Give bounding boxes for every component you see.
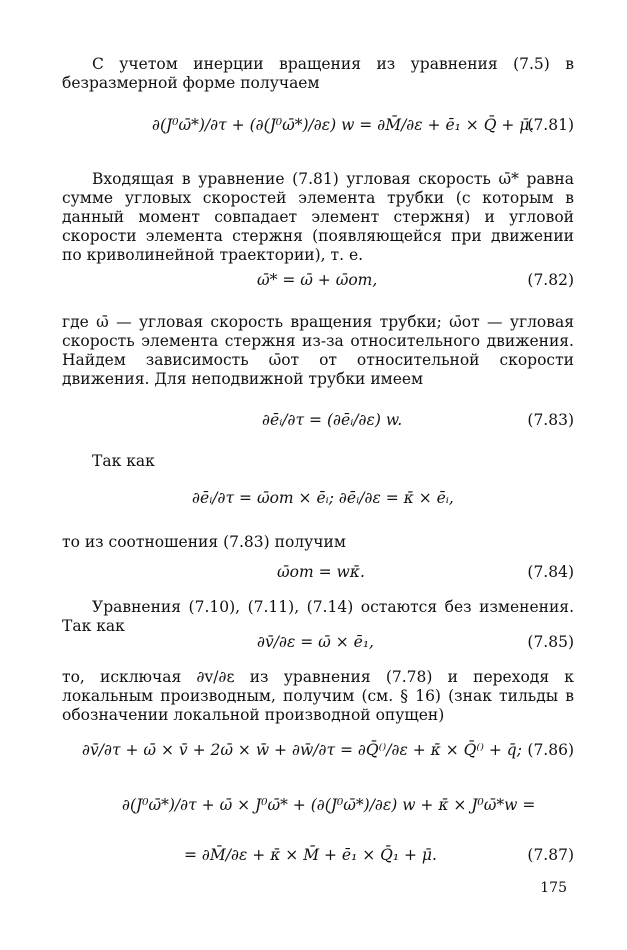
equation-number-7-87: (7.87) [527, 846, 574, 864]
equation-number-7-85: (7.85) [527, 633, 574, 651]
page-number: 175 [540, 880, 567, 896]
equation-7-83-row [62, 400, 574, 440]
equation-7-82: ω̄* = ω̄ + ω̄от, [257, 271, 378, 289]
equation-number-7-84: (7.84) [527, 563, 574, 581]
equation-7-84: ω̄от = wκ̄. [277, 563, 365, 581]
paragraph-from-relation: то из соотношения (7.83) получим [62, 533, 346, 551]
equation-7-85-row [62, 622, 574, 662]
equation-7-82-row [62, 260, 574, 300]
paragraph-angular-velocity: Входящая в уравнение (7.81) угловая скорость ω̄* равна сумме угловых скоростей элемента трубки (с которым в данный момент совпадает элемент стержня) и угловой скорости элемента стержня (появляющейся при движении по криволинейной траектории), т. е. [62, 170, 574, 264]
paragraph-since: Так как [92, 452, 155, 470]
equation-7-81-row [62, 105, 574, 145]
equation-7-87-line2-row [62, 835, 574, 875]
equation-7-87-line1: ∂(J⁰ω̄*)/∂τ + ω̄ × J⁰ω̄* + (∂(J⁰ω̄*)/∂ε) w + κ̄ × J⁰ω̄*w = [122, 796, 536, 814]
equation-number-7-81: (7.81) [527, 116, 574, 134]
paragraph-intro: С учетом инерции вращения из уравнения (7.5) в безразмерной форме получаем [62, 55, 574, 92]
equation-7-83: ∂ēᵢ/∂τ = (∂ēᵢ/∂ε) w. [262, 411, 403, 429]
equation-7-87-line1-row [62, 785, 574, 825]
equation-number-7-82: (7.82) [527, 271, 574, 289]
equation-7-84-row [62, 552, 574, 592]
equation-7-81: ∂(J⁰ω̄*)/∂τ + (∂(J⁰ω̄*)/∂ε) w = ∂M̄/∂ε + ē₁ × Q̄ + μ̄. [152, 116, 535, 134]
paragraph-where: где ω̄ — угловая скорость вращения трубки; ω̄от — угловая скорость элемента стержня из-за относительного движения. Найдем зависимость ω̄от от относительной скорости движения. Для неподвижной трубки имеем [62, 313, 574, 388]
equation-since-row [62, 478, 574, 518]
equation-7-86-row [62, 730, 574, 770]
paragraph-equations-unchanged: Уравнения (7.10), (7.11), (7.14) остаются без изменения. Так как [62, 598, 574, 635]
equation-7-85: ∂v̄/∂ε = ω̄ × ē₁, [257, 633, 374, 651]
paragraph-excluding: то, исключая ∂v/∂ε из уравнения (7.78) и переходя к локальным производным, получим (см. § 16) (знак тильды в обозначении локальной производной опущен) [62, 668, 574, 724]
equation-number-7-83: (7.83) [527, 411, 574, 429]
equation-number-7-86: (7.86) [527, 741, 574, 759]
equation-since: ∂ēᵢ/∂τ = ω̄от × ēᵢ; ∂ēᵢ/∂ε = κ̄ × ēᵢ, [192, 489, 454, 507]
equation-7-86: ∂v̄/∂τ + ω̄ × v̄ + 2ω̄ × w̄ + ∂w̄/∂τ = ∂Q̄⁽⁾/∂ε + κ̄ × Q̄⁽⁾ + q̄; [82, 741, 522, 759]
equation-7-87-line2: = ∂M̄/∂ε + κ̄ × M̄ + ē₁ × Q̄₁ + μ̄. [184, 846, 437, 864]
